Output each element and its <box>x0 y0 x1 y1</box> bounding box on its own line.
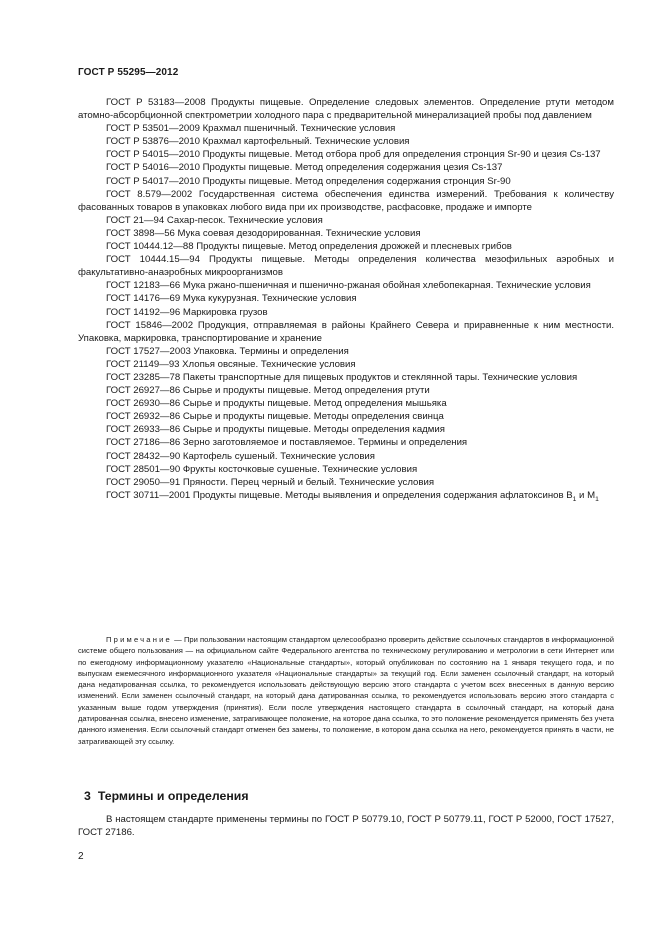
reference-item: ГОСТ 27186—86 Зерно заготовляемое и поставляемое. Термины и определения <box>106 437 468 449</box>
reference-item: ГОСТ 26932—86 Сырье и продукты пищевые. Методы определения свинца <box>106 411 444 423</box>
note-paragraph <box>78 634 614 747</box>
section-number: 3 <box>84 789 91 803</box>
reference-item: ГОСТ 10444.12—88 Продукты пищевые. Метод определения дрожжей и плесневых грибов <box>106 241 512 253</box>
reference-item: ГОСТ 8.579—2002 Государственная система обеспечения единства измерений. Требования к количеству фасованных товаров в упаковках любого вида при их производстве, расфасовке, продаже и импорте <box>78 188 614 213</box>
reference-item: ГОСТ 15846—2002 Продукция, отправляемая в районы Крайнего Севера и приравненные к ним местности. Упаковка, маркировка, транспортирование и хранение <box>78 319 614 344</box>
reference-item: ГОСТ 28432—90 Картофель сушеный. Технические условия <box>106 450 375 462</box>
reference-item: ГОСТ 12183—66 Мука ржано-пшеничная и пшенично-ржаная обойная хлебопекарная. Технические условия <box>106 280 591 292</box>
reference-list <box>78 96 614 506</box>
reference-item: ГОСТ 17527—2003 Упаковка. Термины и определения <box>106 345 349 357</box>
section-heading <box>84 789 249 803</box>
subscript-1: 1 <box>595 495 599 503</box>
reference-item: ГОСТ 23285—78 Пакеты транспортные для пищевых продуктов и стеклянной тары. Технические условия <box>106 371 578 383</box>
reference-item: ГОСТ Р 54015—2010 Продукты пищевые. Метод отбора проб для определения стронция Sr-90 и цезия Cs-137 <box>106 149 601 161</box>
reference-item: ГОСТ 10444.15—94 Продукты пищевые. Методы определения количества мезофильных аэробных и факультативно-анаэробных микроорганизмов <box>78 254 614 279</box>
reference-item: ГОСТ 3898—56 Мука соевая дезодорированная. Технические условия <box>106 227 421 239</box>
reference-item-aflatoxins <box>78 489 614 506</box>
subscript-1: 1 <box>572 495 577 503</box>
aflatoxin-conjunction: и M <box>576 489 596 501</box>
page-number: 2 <box>78 851 84 862</box>
reference-item: ГОСТ Р 53183—2008 Продукты пищевые. Определение следовых элементов. Определение ртути методом атомно-абсорбционной спектрометрии холодного пара с предварительной минерализацией пробы под давлением <box>78 97 614 122</box>
reference-item: ГОСТ Р 54016—2010 Продукты пищевые. Метод определения содержания цезия Cs-137 <box>106 162 503 174</box>
reference-item: ГОСТ 14192—96 Маркировка грузов <box>106 306 268 318</box>
reference-item: ГОСТ Р 53876—2010 Крахмал картофельный. Технические условия <box>106 136 410 148</box>
document-header: ГОСТ Р 55295—2012 <box>78 67 179 78</box>
reference-item: ГОСТ 26930—86 Сырье и продукты пищевые. Метод определения мышьяка <box>106 398 447 410</box>
reference-item: ГОСТ 14176—69 Мука кукурузная. Технические условия <box>106 293 357 305</box>
note-label: Примечание <box>106 635 172 644</box>
reference-item: ГОСТ 21149—93 Хлопья овсяные. Технические условия <box>106 358 356 370</box>
section-paragraph: В настоящем стандарте применены термины по ГОСТ Р 50779.10, ГОСТ Р 50779.11, ГОСТ Р 52000, ГОСТ 17527, ГОСТ 27186. <box>78 814 614 839</box>
reference-item: ГОСТ 26933—86 Сырье и продукты пищевые. Методы определения кадмия <box>106 424 445 436</box>
aflatoxin-reference-text: ГОСТ 30711—2001 Продукты пищевые. Методы выявления и определения содержания афлатоксинов B <box>106 489 573 501</box>
reference-item: ГОСТ 29050—91 Пряности. Перец черный и белый. Технические условия <box>106 476 435 488</box>
reference-item: ГОСТ 28501—90 Фрукты косточковые сушеные. Технические условия <box>106 463 418 475</box>
reference-item: ГОСТ 21—94 Сахар-песок. Технические условия <box>106 214 323 226</box>
section-title: Термины и определения <box>97 789 249 803</box>
reference-item: ГОСТ Р 54017—2010 Продукты пищевые. Метод определения содержания стронция Sr-90 <box>106 175 511 187</box>
note-text: — При пользовании настоящим стандартом целесообразно проверить действие ссылочных стандартов в информационной системе общего пользования — на официальном сайте Федерального агентства по техническому регулированию и метрологии в сети Интернет или по ежегодному информационному указателю «Национальные стандарты», который опубликован по состоянию на 1 января текущего года, и по выпускам ежемесячного информационного указателя «Национальные стандарты» за текущий год. Если заменен ссылочный стандарт, на который дана недатированная ссылка, то рекомендуется использовать действующую версию этого стандарта с учетом всех внесенных в данную версию изменений. Если заменен ссылочный стандарт, на который дана датированная ссылка, то рекомендуется использовать версию этого стандарта с указанным выше годом утверждения (принятия). Если после утверждения настоящего стандарта в ссылочный стандарт, на который дана датированная ссылка, внесено изменение, затрагивающее положение, на которое дана ссылка, то это положение рекомендуется применять без учета данного изменения. Если ссылочный стандарт отменен без замены, то положение, в котором дана ссылка на него, рекомендуется принять в части, не затрагивающей эту ссылку. <box>78 635 614 746</box>
reference-item: ГОСТ Р 53501—2009 Крахмал пшеничный. Технические условия <box>106 123 396 135</box>
reference-item: ГОСТ 26927—86 Сырье и продукты пищевые. Метод определения ртути <box>106 385 430 397</box>
